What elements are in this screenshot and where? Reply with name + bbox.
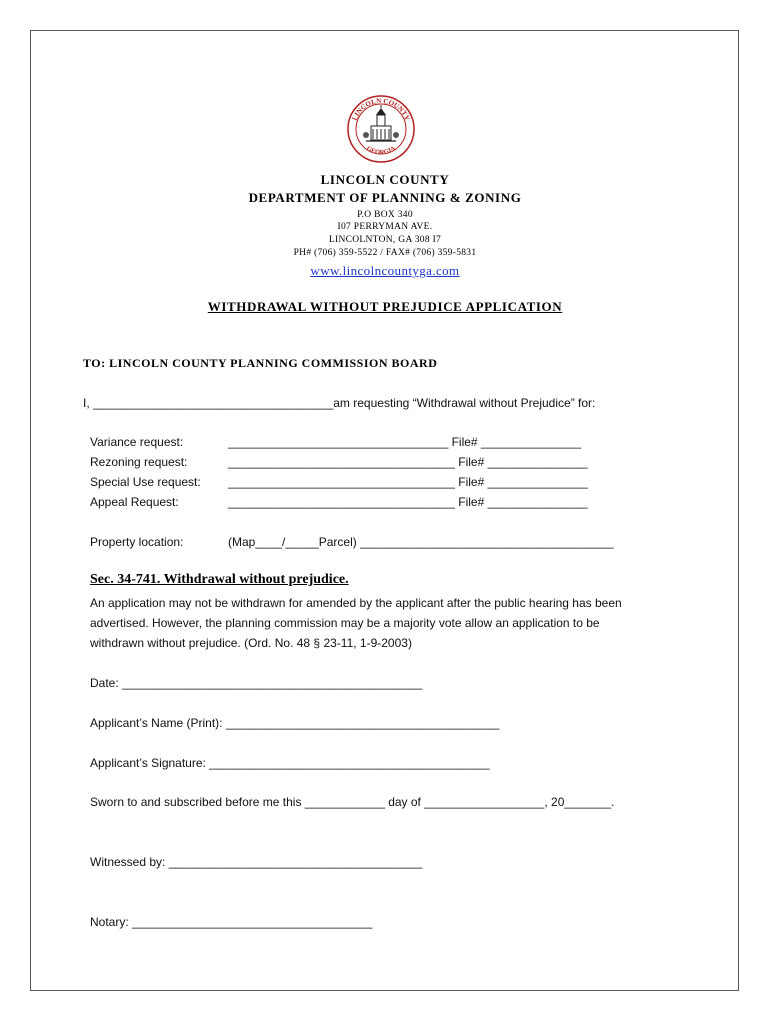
section-text-line-2: advertised. However, the planning commission may be a majority vote allow an application to be xyxy=(90,616,600,630)
county-heading: LINCOLN COUNTY xyxy=(320,172,450,187)
svg-text:GEORGIA xyxy=(365,145,397,156)
property-location-field[interactable]: (Map____/_____Parcel) ______________________________________ xyxy=(228,535,614,549)
county-seal-logo xyxy=(346,93,416,165)
addressee-line: TO: LINCOLN COUNTY PLANNING COMMISSION BOARD xyxy=(83,356,438,370)
street-address: I07 PERRYMAN AVE. xyxy=(337,222,433,232)
seal-bottom-text: GEORGIA xyxy=(365,144,397,157)
section-text-line-1: An application may not be withdrawn for amended by the applicant after the public hearing has been xyxy=(90,596,622,610)
form-title: WITHDRAWAL WITHOUT PREJUDICE APPLICATION xyxy=(207,299,563,314)
sworn-subscribed-field[interactable]: Sworn to and subscribed before me this ____________ day of __________________, 20_______. xyxy=(90,795,615,809)
applicant-request-line: I, ____________________________________am requesting “Withdrawal without Prejudice” for: xyxy=(83,396,596,410)
seal-top-text: LINCOLN COUNTY xyxy=(350,96,412,122)
phone-fax: PH# (706) 359-5522 / FAX# (706) 359-5831 xyxy=(293,248,477,258)
city-state-zip: LINCOLNTON, GA 308 I7 xyxy=(328,235,442,245)
variance-request-label: Variance request: xyxy=(90,435,184,449)
witnessed-by-field[interactable]: Witnessed by: ______________________________________ xyxy=(90,855,423,869)
po-box: P.O BOX 340 xyxy=(357,210,413,220)
date-field[interactable]: Date: _____________________________________________ xyxy=(90,676,423,690)
appeal-request-label: Appeal Request: xyxy=(90,495,179,509)
rezoning-request-label: Rezoning request: xyxy=(90,455,188,469)
rezoning-request-field[interactable]: __________________________________ File# _______________ xyxy=(228,455,588,469)
applicant-name-field[interactable]: Applicant’s Name (Print): _________________________________________ xyxy=(90,716,500,730)
department-heading: DEPARTMENT OF PLANNING & ZONING xyxy=(248,190,522,205)
section-heading: Sec. 34-741. Withdrawal without prejudice. xyxy=(90,572,349,587)
special-use-request-label: Special Use request: xyxy=(90,475,201,489)
appeal-request-field[interactable]: __________________________________ File# _______________ xyxy=(228,495,588,509)
applicant-signature-field[interactable]: Applicant’s Signature: __________________________________________ xyxy=(90,756,490,770)
website-link[interactable]: www.lincolncountyga.com xyxy=(310,263,460,278)
section-text-line-3: withdrawn without prejudice. (Ord. No. 48 § 23-11, 1-9-2003) xyxy=(90,636,412,650)
variance-request-field[interactable]: _________________________________ File# _______________ xyxy=(228,435,582,449)
special-use-request-field[interactable]: __________________________________ File# _______________ xyxy=(228,475,588,489)
property-location-label: Property location: xyxy=(90,535,184,549)
notary-field[interactable]: Notary: ____________________________________ xyxy=(90,915,373,929)
